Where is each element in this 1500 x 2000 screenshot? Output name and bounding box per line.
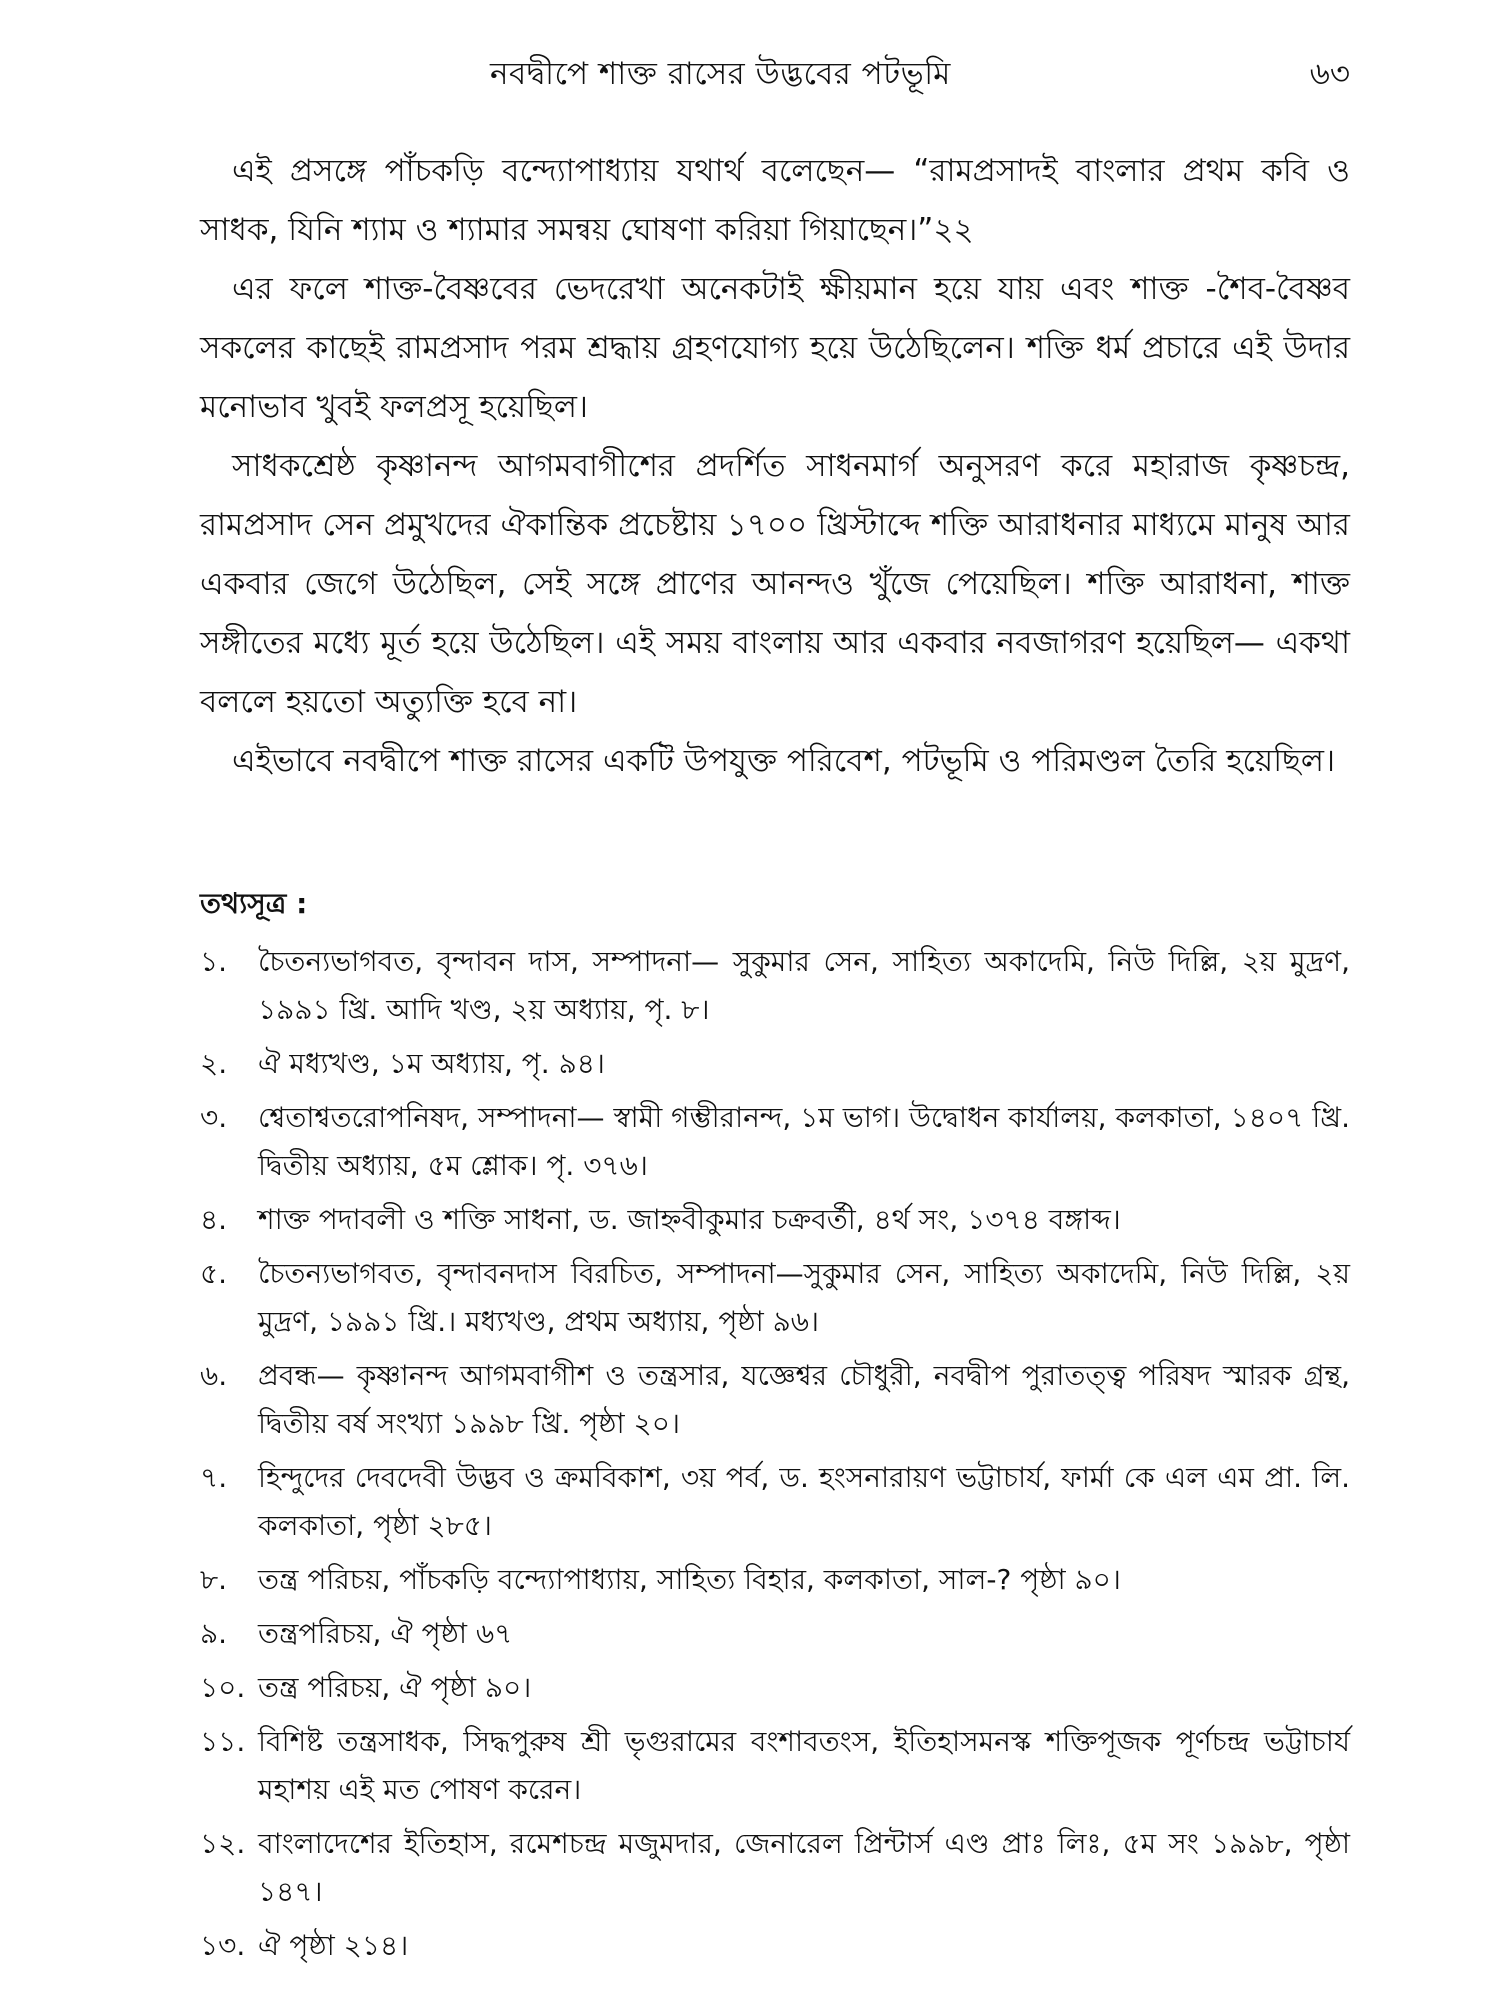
page-number: ৬৩ <box>1309 56 1350 92</box>
reference-item <box>200 1454 1350 1550</box>
reference-item <box>200 1040 1350 1088</box>
reference-text: শ্বেতাশ্বতরোপনিষদ, সম্পাদনা— স্বামী গম্ভীরানন্দ, ১ম ভাগ। উদ্বোধন কার্যালয়, কলকাতা, ১৪০৭ খ্রি. দ্বিতীয় অধ্যায়, ৫ম শ্লোক। পৃ. ৩৭৬। <box>258 1101 1350 1182</box>
reference-item <box>200 1352 1350 1448</box>
running-header <box>200 42 1350 102</box>
reference-item <box>200 938 1350 1034</box>
reference-number: ৭. <box>200 1461 228 1494</box>
references-heading: তথ্যসূত্র : <box>200 887 308 920</box>
reference-number: ৬. <box>200 1359 228 1392</box>
reference-item <box>200 1250 1350 1346</box>
reference-item <box>200 1556 1350 1604</box>
references-section <box>200 880 1350 1976</box>
reference-item <box>200 1820 1350 1916</box>
paragraph: এর ফলে শাক্ত-বৈষ্ণবের ভেদরেখা অনেকটাই ক্ষীয়মান হয়ে যায় এবং শাক্ত -শৈব-বৈষ্ণব সকলের কাছেই রামপ্রসাদ পরম শ্রদ্ধায় গ্রহণযোগ্য হয়ে উঠেছিলেন। শক্তি ধর্ম প্রচারে এই উদার মনোভাব খুবই ফলপ্রসূ হয়েছিল। <box>200 271 1350 425</box>
reference-item <box>200 1922 1350 1970</box>
reference-item <box>200 1094 1350 1190</box>
reference-number: ১০. <box>200 1671 246 1704</box>
reference-number: ১১. <box>200 1725 246 1758</box>
reference-number: ১. <box>200 945 228 978</box>
reference-number: ৫. <box>200 1257 228 1290</box>
reference-number: ৪. <box>200 1203 228 1236</box>
references-list <box>200 938 1350 1970</box>
reference-number: ২. <box>200 1047 228 1080</box>
reference-text: তন্ত্র পরিচয়, পাঁচকড়ি বন্দ্যোপাধ্যায়, সাহিত্য বিহার, কলকাতা, সাল-? পৃষ্ঠা ৯০। <box>258 1563 1121 1596</box>
reference-number: ১২. <box>200 1827 246 1860</box>
reference-text: চৈতন্যভাগবত, বৃন্দাবনদাস বিরচিত, সম্পাদনা—সুকুমার সেন, সাহিত্য অকাদেমি, নিউ দিল্লি, ২য় মুদ্রণ, ১৯৯১ খ্রি.। মধ্যখণ্ড, প্রথম অধ্যায়, পৃষ্ঠা ৯৬। <box>258 1257 1350 1338</box>
reference-number: ৩. <box>200 1101 228 1134</box>
reference-text: হিন্দুদের দেবদেবী উদ্ভব ও ক্রমবিকাশ, ৩য় পর্ব, ড. হংসনারায়ণ ভট্টাচার্য, ফার্মা কে এল এম প্রা. লি. কলকাতা, পৃষ্ঠা ২৮৫। <box>258 1461 1350 1542</box>
reference-text: তন্ত্র পরিচয়, ঐ পৃষ্ঠা ৯০। <box>258 1671 532 1704</box>
reference-item <box>200 1718 1350 1814</box>
reference-text: শাক্ত পদাবলী ও শক্তি সাধনা, ড. জাহ্নবীকুমার চক্রবর্তী, ৪র্থ সং, ১৩৭৪ বঙ্গাব্দ। <box>258 1203 1121 1236</box>
reference-number: ১৩. <box>200 1929 246 1962</box>
reference-item <box>200 1196 1350 1244</box>
reference-number: ৯. <box>200 1617 228 1650</box>
paragraph: এই প্রসঙ্গে পাঁচকড়ি বন্দ্যোপাধ্যায় যথার্থ বলেছেন— “রামপ্রসাদই বাংলার প্রথম কবি ও সাধক, যিনি শ্যাম ও শ্যামার সমন্বয় ঘোষণা করিয়া গিয়াছেন।”২২ <box>200 153 1350 248</box>
body-text <box>200 142 1350 791</box>
reference-text: চৈতন্যভাগবত, বৃন্দাবন দাস, সম্পাদনা— সুকুমার সেন, সাহিত্য অকাদেমি, নিউ দিল্লি, ২য় মুদ্রণ, ১৯৯১ খ্রি. আদি খণ্ড, ২য় অধ্যায়, পৃ. ৮। <box>258 945 1350 1026</box>
paragraph: সাধকশ্রেষ্ঠ কৃষ্ণানন্দ আগমবাগীশের প্রদর্শিত সাধনমার্গ অনুসরণ করে মহারাজ কৃষ্ণচন্দ্র, রামপ্রসাদ সেন প্রমুখদের ঐকান্তিক প্রচেষ্টায় ১৭০০ খ্রিস্টাব্দে শক্তি আরাধনার মাধ্যমে মানুষ আর একবার জেগে উঠেছিল, সেই সঙ্গে প্রাণের আনন্দও খুঁজে পেয়েছিল। শক্তি আরাধনা, শাক্ত সঙ্গীতের মধ্যে মূর্ত হয়ে উঠেছিল। এই সময় বাংলায় আর একবার নবজাগরণ হয়েছিল— একথা বললে হয়তো অত্যুক্তি হবে না। <box>200 448 1350 720</box>
reference-text: তন্ত্রপরিচয়, ঐ পৃষ্ঠা ৬৭ <box>258 1617 513 1650</box>
reference-item <box>200 1664 1350 1712</box>
reference-text: প্রবন্ধ— কৃষ্ণানন্দ আগমবাগীশ ও তন্ত্রসার, যজ্ঞেশ্বর চৌধুরী, নবদ্বীপ পুরাতত্ত্ব পরিষদ স্মারক গ্রন্থ, দ্বিতীয় বর্ষ সংখ্যা ১৯৯৮ খ্রি. পৃষ্ঠা ২০। <box>258 1359 1350 1440</box>
reference-number: ৮. <box>200 1563 228 1596</box>
reference-text: ঐ পৃষ্ঠা ২১৪। <box>258 1929 409 1962</box>
reference-text: বিশিষ্ট তন্ত্রসাধক, সিদ্ধপুরুষ শ্রী ভৃগুরামের বংশাবতংস, ইতিহাসমনস্ক শক্তিপূজক পূর্ণচন্দ্র ভট্টাচার্য মহাশয় এই মত পোষণ করেন। <box>258 1725 1350 1806</box>
reference-text: ঐ মধ্যখণ্ড, ১ম অধ্যায়, পৃ. ৯৪। <box>258 1047 605 1080</box>
paragraph: এইভাবে নবদ্বীপে শাক্ত রাসের একটি উপযুক্ত পরিবেশ, পটভূমি ও পরিমণ্ডল তৈরি হয়েছিল। <box>232 743 1336 779</box>
reference-item <box>200 1610 1350 1658</box>
chapter-title: নবদ্বীপে শাক্ত রাসের উদ্ভবের পটভূমি <box>490 56 951 92</box>
reference-text: বাংলাদেশের ইতিহাস, রমেশচন্দ্র মজুমদার, জেনারেল প্রিন্টার্স এণ্ড প্রাঃ লিঃ, ৫ম সং ১৯৯৮, পৃষ্ঠা ১৪৭। <box>258 1827 1350 1908</box>
